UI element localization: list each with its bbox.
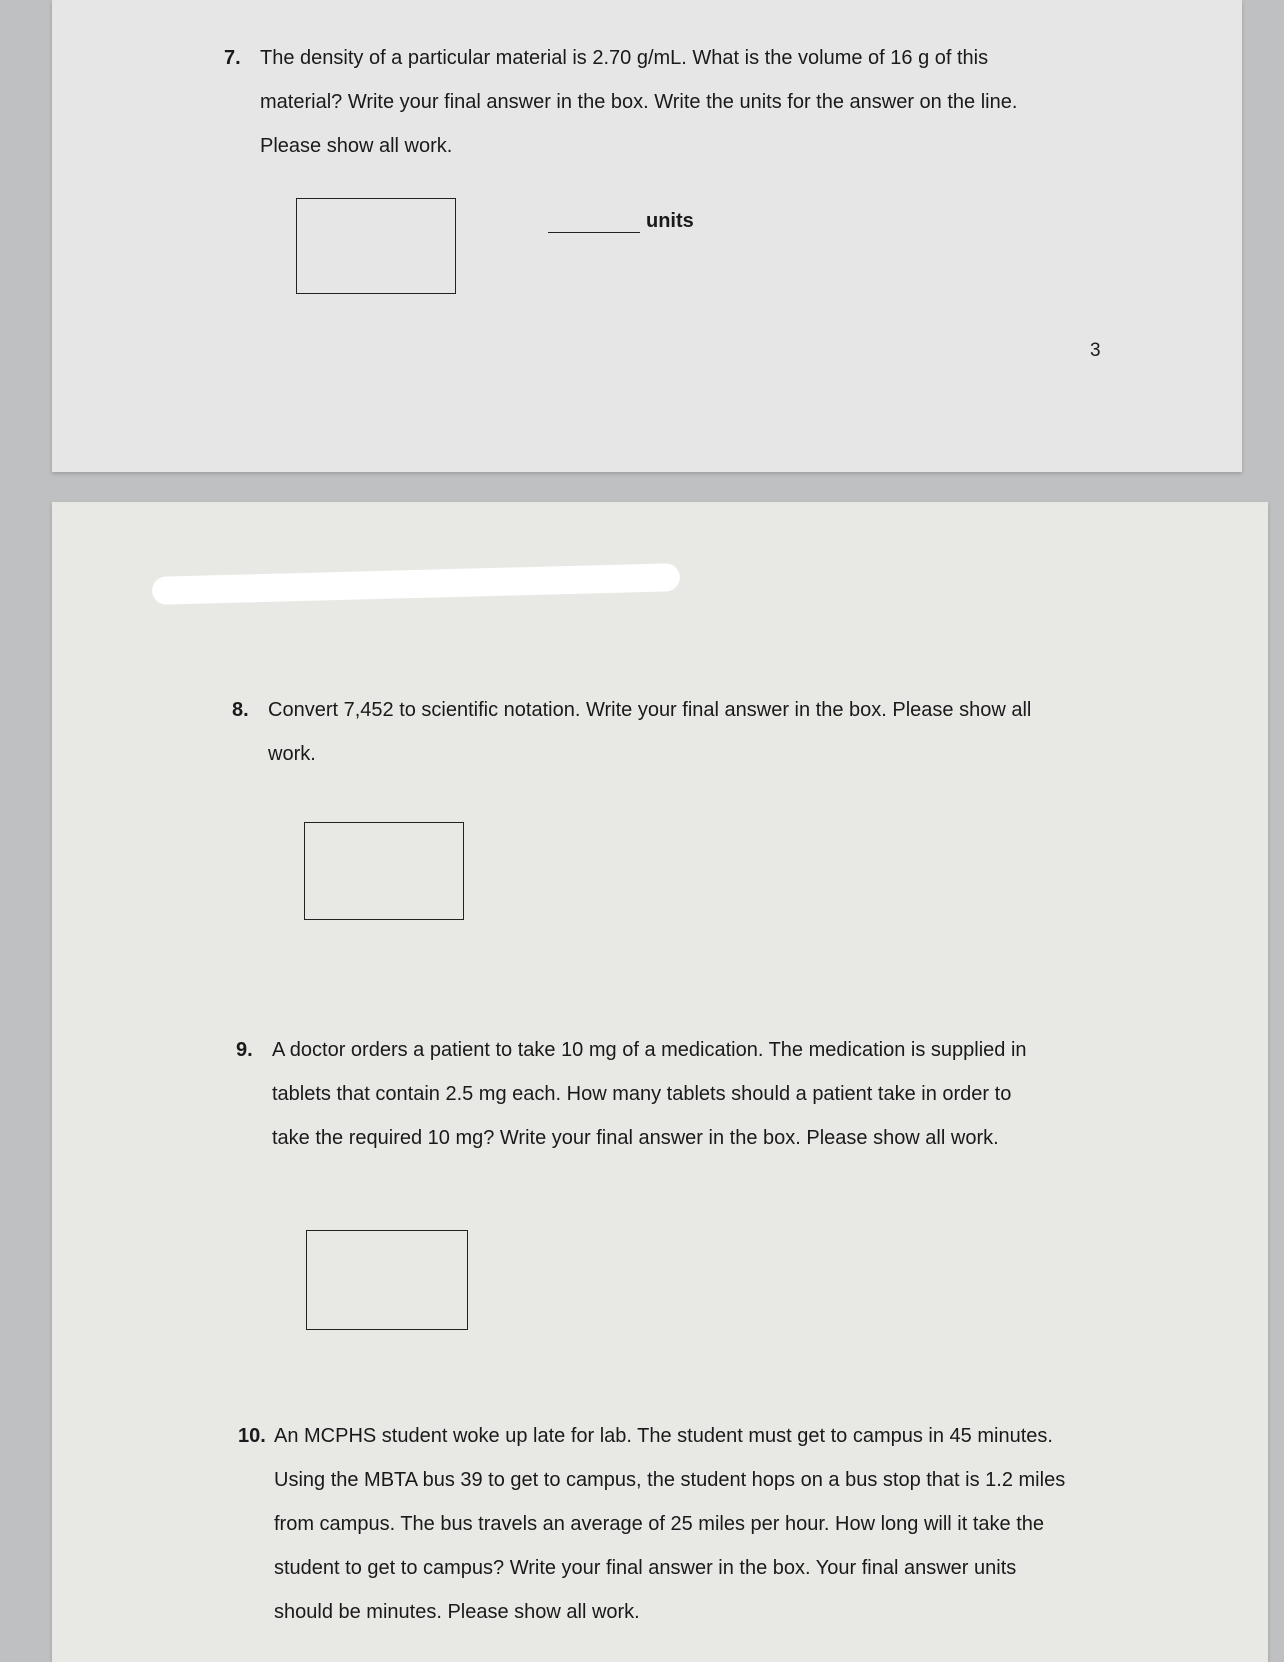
question-7-text [260, 36, 1017, 168]
question-7-line-2: material? Write your final answer in the box. Write the units for the answer on the line. [260, 91, 1018, 113]
question-9-number: 9. [236, 1039, 253, 1061]
question-7-number: 7. [224, 47, 241, 69]
question-9-line-1: A doctor orders a patient to take 10 mg of a medication. The medication is supplied in [272, 1039, 1027, 1061]
question-7-line-3: Please show all work. [260, 135, 453, 157]
question-8-answer-box[interactable] [304, 822, 464, 920]
question-7-units-line[interactable] [548, 232, 640, 233]
question-7-answer-box[interactable] [296, 198, 456, 294]
question-9-line-2: tablets that contain 2.5 mg each. How many tablets should a patient take in order to [272, 1083, 1012, 1105]
page-4-sheet [52, 502, 1268, 1662]
question-7-units-label: units [646, 210, 694, 232]
question-10-line-2: Using the MBTA bus 39 to get to campus, the student hops on a bus stop that is 1.2 miles [274, 1469, 1066, 1491]
question-10-line-3: from campus. The bus travels an average of 25 miles per hour. How long will it take the [274, 1513, 1045, 1535]
question-7-line-1: The density of a particular material is 2.70 g/mL. What is the volume of 16 g of this [260, 47, 989, 69]
question-10-line-5: should be minutes. Please show all work. [274, 1601, 640, 1623]
page-3-sheet [52, 0, 1242, 472]
question-8-number: 8. [232, 699, 249, 721]
question-9-text [272, 1028, 1027, 1160]
page-number: 3 [1090, 340, 1101, 361]
question-9-answer-box[interactable] [306, 1230, 468, 1330]
question-8-line-2: work. [268, 743, 316, 765]
question-10-line-4: student to get to campus? Write your final answer in the box. Your final answer units [274, 1557, 1017, 1579]
redaction-mark [152, 563, 681, 605]
question-8-line-1: Convert 7,452 to scientific notation. Write your final answer in the box. Please show all [268, 699, 1032, 721]
question-10-number: 10. [238, 1425, 266, 1447]
question-10-line-1: An MCPHS student woke up late for lab. The student must get to campus in 45 minutes. [274, 1425, 1053, 1447]
question-8-text [268, 688, 1031, 776]
question-10-text [274, 1414, 1065, 1634]
question-9-line-3: take the required 10 mg? Write your final answer in the box. Please show all work. [272, 1127, 999, 1149]
